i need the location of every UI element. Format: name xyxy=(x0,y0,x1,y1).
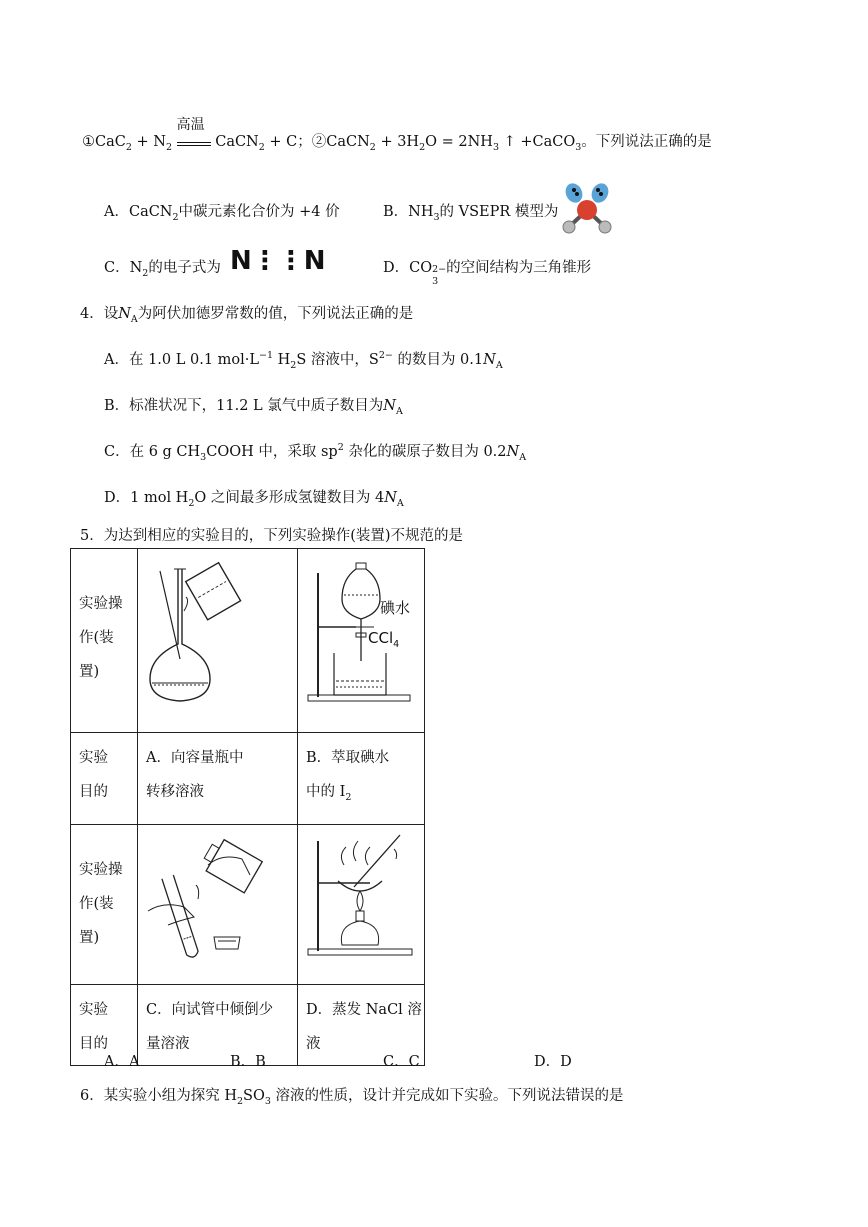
q5-stem: 5．为达到相应的实验目的，下列实验操作(装置)不规范的是 xyxy=(80,528,464,544)
q3-option-d: D．CO 2− 3 的空间结构为三角锥形 xyxy=(383,260,592,287)
q4-option-d: D．1 mol $H_2O$ 之间最多形成氢键数目为 $4N_A$ xyxy=(104,490,404,509)
q4-option-b: B．标准状况下，11.2 L 氯气中质子数目为$N_A$ xyxy=(104,398,403,417)
q5-answer-c: C．C xyxy=(383,1054,420,1070)
row-operation-label-2: 实验操 作(装 置) xyxy=(71,825,138,985)
row-goal-label: 实验 目的 xyxy=(71,733,138,825)
q4-option-c: C．在 6 g $CH_3COOH$ 中，采取 $sp^2$ 杂化的碳原子数目为 $0.2N_A$ xyxy=(104,442,527,463)
goal-c: C．向试管中倾倒少 量溶液 xyxy=(138,985,298,1066)
q6-stem: 6．某实验小组为探究 $H_2SO_3$ 溶液的性质，设计并完成如下实验。下列说法错误的是 xyxy=(80,1088,624,1107)
q5-answer-d: D．D xyxy=(534,1054,572,1070)
q4-stem: 4．设$N_A$为阿伏加德罗常数的值，下列说法正确的是 xyxy=(80,306,414,325)
ccl4-label: CCl$_4$ xyxy=(368,629,400,650)
q5-answer-b: B．B xyxy=(230,1054,266,1070)
q3-option-b: B．$NH_3$的 VSEPR 模型为 xyxy=(383,204,559,223)
goal-d: D．蒸发 NaCl 溶 液 xyxy=(298,985,425,1066)
goal-b: B．萃取碘水 中的 $I_2$ xyxy=(298,733,425,825)
image-pour-test-tube xyxy=(138,825,298,985)
q4-option-a: A．在 1.0 L 0.1 $mol\cdot L^{-1}$ $H_2S$ 溶液中，$S^{2-}$ 的数目为 $0.1N_A$ xyxy=(104,350,503,371)
q5-answer-a: A．A xyxy=(104,1054,140,1070)
iodine-water-label: 碘水 xyxy=(380,599,411,617)
image-volumetric-flask xyxy=(138,549,298,733)
q3-option-a: A．CaCN$_2$中碳元素化合价为 +4 价 xyxy=(104,204,340,223)
q5-experiment-table xyxy=(70,548,425,1066)
q3-option-c: C．$N_2$的电子式为 xyxy=(104,260,221,279)
high-temp-condition: 高温 xyxy=(177,134,211,146)
goal-a: A．向容量瓶中 转移溶液 xyxy=(138,733,298,825)
image-separatory-funnel xyxy=(298,549,425,733)
row-operation-label: 实验操 作(装 置) xyxy=(71,549,138,733)
vsepr-model-image xyxy=(558,180,616,236)
row-goal-label-2: 实验 目的 xyxy=(71,985,138,1066)
q3-equation-line: ①CaC$_2$ + $N_2$ 高温 CaCN$_2$ + C；②CaCN$_2$ + $3H_2O = 2NH_3$ ↑ +CaCO$_3$。下列说法正确的是 xyxy=(82,117,712,153)
image-evaporation-setup xyxy=(298,825,425,985)
n2-electron-formula: N⋮⋮N xyxy=(230,246,326,276)
